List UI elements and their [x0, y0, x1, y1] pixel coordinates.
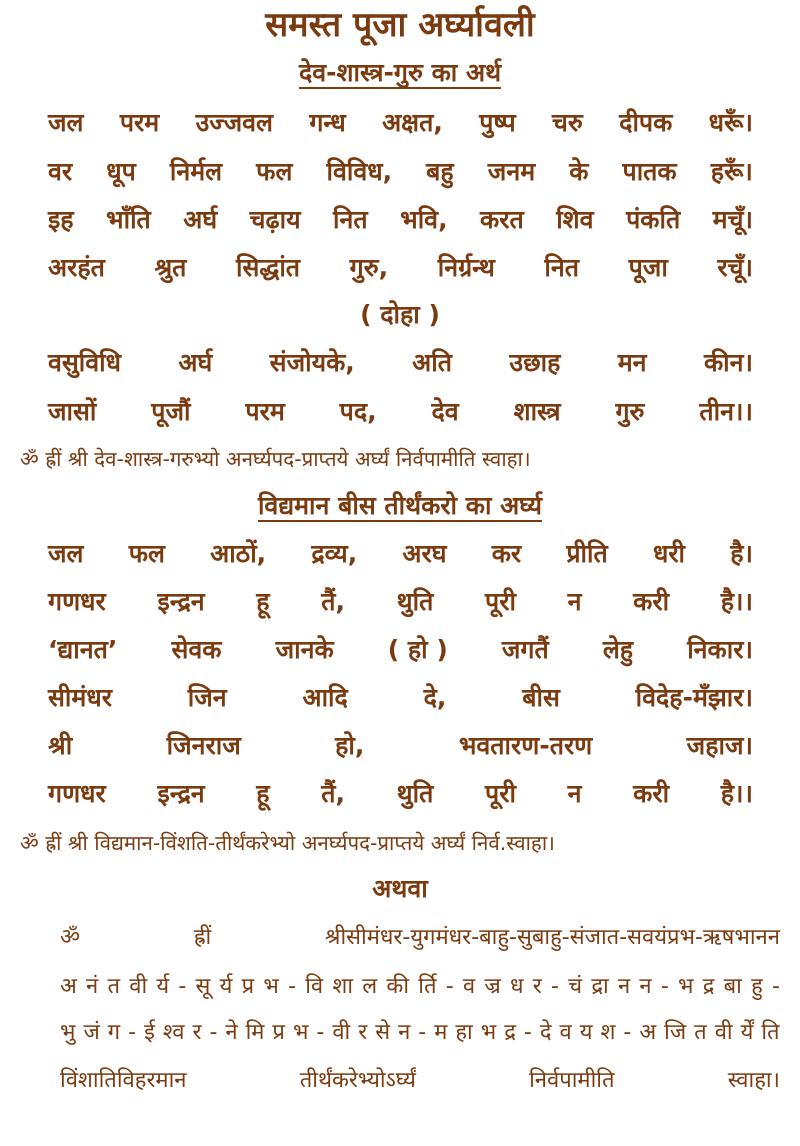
- verse-line: [48, 729, 753, 763]
- word: इन्द्रन: [157, 779, 205, 808]
- word: श: [600, 1020, 616, 1045]
- word: -: [550, 974, 559, 999]
- word: प्रीति: [566, 539, 608, 568]
- word: करी: [633, 587, 670, 616]
- word: -: [623, 1020, 632, 1045]
- word: श्री: [48, 731, 73, 760]
- word: ‘द्यानत’: [48, 635, 118, 664]
- word: पूरी: [485, 587, 516, 616]
- word: श्व: [162, 1020, 185, 1045]
- word: न: [398, 1020, 411, 1045]
- word: अर्घ: [178, 348, 213, 377]
- word: जनम: [487, 157, 536, 186]
- word: रचूँ।: [717, 253, 753, 282]
- verse-line: [48, 203, 753, 237]
- word: पुष्प: [479, 108, 516, 137]
- mantra-line-2: ॐ ह्रीं श्री विद्यमान-विंशति-तीर्थंकरेभ्यो अनर्घ्यपद-प्राप्तये अर्घ्यं निर्व.स्वाहा।: [20, 831, 555, 855]
- word: न: [639, 974, 652, 999]
- word: त: [107, 974, 121, 999]
- word: अ: [639, 1020, 657, 1045]
- word: गणधर: [48, 587, 106, 616]
- word: पूजौं: [151, 397, 191, 426]
- word: फल: [128, 539, 165, 568]
- word: भाँति: [106, 205, 151, 234]
- word: जि: [664, 1020, 687, 1045]
- word: दे,: [423, 683, 447, 712]
- word: आठों,: [210, 539, 267, 568]
- word: करी: [633, 779, 670, 808]
- word: तीन।।: [699, 397, 753, 426]
- word: शिव: [556, 205, 594, 234]
- word: हो,: [335, 731, 365, 760]
- word: सू: [195, 974, 211, 999]
- word: वर: [48, 157, 73, 186]
- word: शास्त्र: [513, 397, 561, 426]
- athva-text-line: [60, 972, 780, 1002]
- word: द्र: [702, 974, 715, 999]
- word: अर्घ: [183, 205, 218, 234]
- word: धरी: [652, 539, 686, 568]
- word: बहु: [426, 157, 454, 186]
- word: है।।: [720, 587, 753, 616]
- word: वि: [305, 974, 324, 999]
- word: परम: [119, 108, 160, 137]
- word: ॐ: [60, 925, 81, 950]
- word: विदेह-मँझार।: [635, 683, 753, 712]
- page-title: समस्त पूजा अर्घ्यावली: [265, 5, 535, 45]
- word: देव: [431, 397, 459, 426]
- verse-line: [48, 251, 753, 285]
- word: तैं,: [321, 587, 345, 616]
- word: प्र: [241, 974, 255, 999]
- word: र्य: [219, 974, 233, 999]
- heading-text: देव-शास्त्र-गुरु का अर्थ: [298, 58, 502, 87]
- word: संजोयके,: [269, 348, 355, 377]
- word: सेवक: [171, 635, 222, 664]
- doha-line: [48, 346, 753, 380]
- word: भवि,: [400, 205, 448, 234]
- doha-label: ( दोहा ): [360, 300, 440, 329]
- word: चढ़ाय: [249, 205, 301, 234]
- word: ल: [362, 974, 378, 999]
- word: विविध,: [326, 157, 393, 186]
- word: श्रुत: [154, 253, 187, 282]
- word: र: [358, 1020, 368, 1045]
- word: -: [209, 1020, 218, 1045]
- verse-line: [48, 537, 753, 571]
- word: हू: [256, 587, 270, 616]
- word: भु: [60, 1020, 76, 1045]
- word: द्रा: [591, 974, 609, 999]
- word: अरहंत: [48, 253, 105, 282]
- word: र: [192, 1020, 202, 1045]
- word: इह: [48, 205, 74, 234]
- athva-label: अथवा: [372, 874, 428, 903]
- word: पूजा: [628, 253, 668, 282]
- word: मि: [245, 1020, 265, 1045]
- word: जगतैं: [501, 635, 549, 664]
- word: वसुविधि: [48, 348, 122, 377]
- word: -: [178, 974, 187, 999]
- word: जल: [48, 108, 84, 137]
- word: भ: [480, 1020, 497, 1045]
- word: नं: [86, 974, 99, 999]
- word: हू: [256, 779, 270, 808]
- word: द्रव्य,: [311, 539, 358, 568]
- word: स्वाहा।: [727, 1068, 780, 1093]
- word: गन्ध: [309, 108, 346, 137]
- word: भ: [263, 974, 279, 999]
- word: जासों: [48, 397, 97, 426]
- word: धरूँ।: [708, 108, 753, 137]
- word: त: [694, 1020, 707, 1045]
- word: सीमंधर: [48, 683, 112, 712]
- word: है।।: [720, 779, 753, 808]
- athva-text-line: [60, 923, 780, 953]
- word: थुति: [396, 587, 434, 616]
- word: श्रीसीमंधर-युगमंधर-बाहु-सुबाहु-संजात-सवयंप्रभ-ऋषभानन: [324, 925, 780, 950]
- word: भ: [292, 1020, 309, 1045]
- mantra-line-1: ॐ ह्रीं श्री देव-शास्त्र-गरुभ्यो अनर्घ्यपद-प्राप्तये अर्घ्यं निर्वपामीति स्वाहा।: [20, 447, 531, 471]
- word: व: [462, 974, 476, 999]
- word: -: [445, 974, 454, 999]
- word: मन: [617, 348, 647, 377]
- word: पंकति: [626, 205, 681, 234]
- word: करत: [480, 205, 524, 234]
- word: विंशातिविहरमान: [60, 1068, 187, 1093]
- word: की: [386, 974, 410, 999]
- heading-text: विद्यमान बीस तीर्थंकरो का अर्घ्य: [257, 491, 543, 520]
- word: ( हो ): [387, 635, 448, 664]
- word: तैं,: [321, 779, 345, 808]
- word: फल: [256, 157, 293, 186]
- word: पातक: [622, 157, 677, 186]
- word: उज्जवल: [195, 108, 273, 137]
- word: मचूँ।: [712, 205, 753, 234]
- word: ह्रीं: [193, 925, 212, 950]
- word: जानके: [275, 635, 334, 664]
- word: र्य: [156, 974, 170, 999]
- word: र्यें: [740, 1020, 754, 1045]
- athva-text-line: [60, 1018, 780, 1048]
- word: गुरु: [615, 397, 645, 426]
- word: य: [579, 1020, 593, 1045]
- word: ने: [225, 1020, 238, 1045]
- word: आदि: [302, 683, 348, 712]
- word: जिनराज: [166, 731, 241, 760]
- verse-line: [48, 633, 753, 667]
- word: अति: [412, 348, 452, 377]
- verse-line: [48, 155, 753, 189]
- word: ई: [144, 1020, 155, 1045]
- word: -: [316, 1020, 325, 1045]
- word: है।: [730, 539, 753, 568]
- word: तीर्थंकरेभ्योऽर्घ्यं: [299, 1068, 416, 1093]
- word: न: [567, 779, 582, 808]
- word: कर: [491, 539, 522, 568]
- word: उछाह: [509, 348, 561, 377]
- word: हु: [751, 974, 763, 999]
- word: चरु: [552, 108, 583, 137]
- section-heading-dev-shastra-guru: [0, 56, 800, 90]
- verse-line: [48, 681, 753, 715]
- word: जं: [83, 1020, 100, 1045]
- word: पूरी: [485, 779, 516, 808]
- athva-text-line: [60, 1066, 780, 1096]
- word: अरघ: [402, 539, 447, 568]
- word: के: [569, 157, 589, 186]
- word: निर्ग्रन्थ: [437, 253, 495, 282]
- word: ग: [107, 1020, 121, 1045]
- doha-line: [48, 395, 753, 429]
- word: -: [418, 1020, 427, 1045]
- word: कीन।: [703, 348, 753, 377]
- word: से: [375, 1020, 391, 1045]
- word: म: [434, 1020, 448, 1045]
- word: -: [771, 974, 780, 999]
- word: परम: [245, 397, 285, 426]
- word: र: [532, 974, 542, 999]
- word: न: [617, 974, 631, 999]
- word: ति: [761, 1020, 780, 1045]
- word: -: [523, 1020, 532, 1045]
- word: चं: [568, 974, 583, 999]
- word: -: [660, 974, 669, 999]
- word: जिन: [187, 683, 227, 712]
- word: प्र: [272, 1020, 285, 1045]
- word: बीस: [522, 683, 560, 712]
- word: गणधर: [48, 779, 106, 808]
- verse-line: [48, 106, 753, 140]
- word: र्ति: [418, 974, 437, 999]
- word: -: [128, 1020, 137, 1045]
- word: निर्मल: [169, 157, 223, 186]
- word: सिद्धांत: [235, 253, 301, 282]
- word: नित: [333, 205, 368, 234]
- word: द्र: [504, 1020, 516, 1045]
- word: वी: [714, 1020, 733, 1045]
- word: ध: [510, 974, 524, 999]
- section-heading-vidyaman: [0, 489, 800, 523]
- word: गुरु,: [349, 253, 389, 282]
- word: भ: [678, 974, 694, 999]
- word: अक्षत,: [382, 108, 443, 137]
- word: दीपक: [619, 108, 673, 137]
- word: लेहु: [602, 635, 634, 664]
- word: न: [567, 587, 582, 616]
- word: शा: [332, 974, 354, 999]
- word: थुति: [396, 779, 434, 808]
- word: वी: [129, 974, 148, 999]
- word: पद,: [339, 397, 377, 426]
- word: धूप: [106, 157, 136, 186]
- word: भवतारण-तरण: [458, 731, 593, 760]
- word: जल: [48, 539, 84, 568]
- word: व: [559, 1020, 572, 1045]
- word: निकार।: [687, 635, 753, 664]
- word: निर्वपामीति: [529, 1068, 615, 1093]
- verse-line: [48, 585, 753, 619]
- word: हरूँ।: [710, 157, 753, 186]
- word: बा: [723, 974, 742, 999]
- word: ज्र: [484, 974, 501, 999]
- word: इन्द्रन: [157, 587, 205, 616]
- word: दे: [539, 1020, 552, 1045]
- word: -: [288, 974, 297, 999]
- word: नित: [544, 253, 580, 282]
- word: वी: [332, 1020, 351, 1045]
- word: जहाज।: [686, 731, 753, 760]
- word: अ: [60, 974, 77, 999]
- verse-line: [48, 777, 753, 811]
- word: हा: [455, 1020, 473, 1045]
